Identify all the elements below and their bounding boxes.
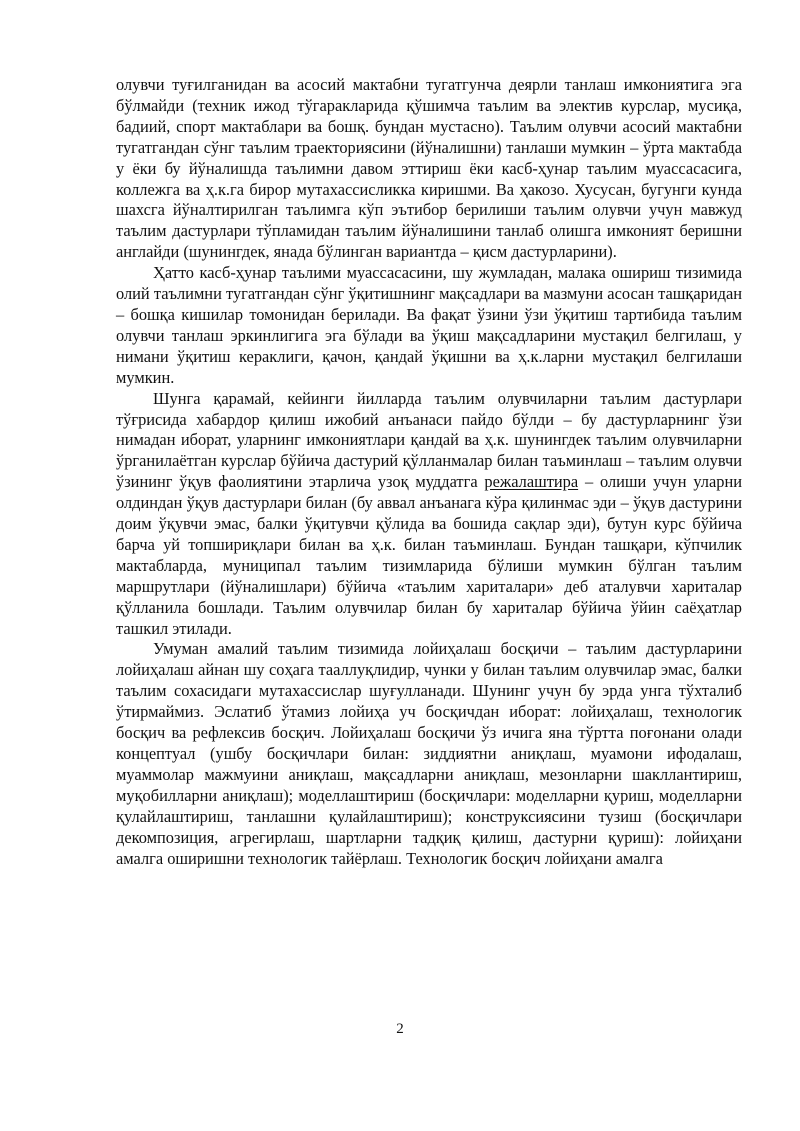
- paragraph-1: олувчи туғилганидан ва асосий мактабни тугатгунча деярли танлаш имкониятига эга бўлмайди (техник ижод тўгаракларида қўшимча таълим ва электив курслар, мусиқа, бадиий, спорт мактаблари ва бошқ. бундан мустасно). Таълим олувчи асосий мактабни тугатгандан сўнг таълим траекториясини (йўналишни) танлаши мумкин – ўрта мактабда у ёки бу йўналишда таълимни давом эттириш ёки касб-ҳунар таълим муассасасига, коллежга ва ҳ.к.га бирор мутахассисликка киришми. Ва ҳакозо. Хусусан, бугунги кунда шахсга йўналтирилган таълимга кўп эътибор берилиши таълим олувчи учун мавжуд таълим дастурлари тўпламидан таълим йўналишини танлаб олишга имконият беришни англайди (шунингдек, янада бўлинган вариантда – қисм дастурларини).: [116, 75, 742, 262]
- paragraph-2: Ҳатто касб-ҳунар таълими муассасасини, шу жумладан, малака ошириш тизимида олий таълимни тугатгандан сўнг ўқитишнинг мақсадлари ва мазмуни асосан ташқаридан – бошқа кишилар томонидан берилади. Ва фақат ўзини ўзи ўқитиш тартибида таълим олувчи танлаш эркинлигига эга бўлади ва ўқиш мақсадларини мустақил белгилаш, у нимани ўқитиш кераклиги, қачон, қандай ўқишни ва ҳ.к.ларни мустақил белгилаши мумкин.: [116, 263, 742, 387]
- paragraph-3-before: Шунга қарамай, кейинги йилларда таълим олувчиларни таълим дастурлари тўғрисида хабардор қилиш ижобий анъанаси пайдо бўлди – бу дастурларнинг ўзи нимадан иборат, уларнинг имкониятлари қандай ва ҳ.к. шунингдек таълим олувчиларни ўрганилаётган курслар бўйича дастурий қўлланмалар билан таъминлаш – таълим олувчи ўзининг ўқув фаолиятини этарлича узоқ муддатга: [116, 388, 742, 492]
- paragraph-3-after: – олиши учун уларни олдиндан ўқув дастурлари билан (бу аввал анъанага кўра қилинмас эди – ўқув дастурини доим ўқувчи эмас, балки ўқитувчи қўлида ва бошида сақлар эди), бутун курс бўйича барча уй топшириқлари билан ва ҳ.к. билан таъминлаш. Бундан ташқари, кўпчилик мактабларда, муниципал таълим тизимларида бўлиши мумкин бўлган таълим маршрутлари (йўналишлари) бўйича «таълим хариталари» деб аталувчи хариталар қўлланила бошлади. Таълим олувчилар билан бу хариталар бўйича ўйин саёҳатлар ташкил этилади.: [116, 472, 743, 638]
- paragraph-3: [116, 389, 742, 640]
- underlined-word: режалаштира: [484, 472, 579, 492]
- body-text: [116, 75, 742, 869]
- page-number: 2: [396, 1021, 404, 1037]
- paragraph-4: Умуман амалий таълим тизимида лойиҳалаш босқичи – таълим дастурларини лойиҳалаш айнан шу соҳага тааллуқлидир, чунки у билан таълим олувчилар эмас, балки таълим сохасидаги мутахассислар шуғулланади. Шунинг учун бу эрда унга тўхталиб ўтирмаймиз. Эслатиб ўтамиз лойиҳа уч босқичдан иборат: лойиҳалаш, технологик босқич ва рефлексив босқич. Лойиҳалаш босқичи ўз ичига яна тўртта поғонани олади концептуал (ушбу босқичлари билан: зиддиятни аниқлаш, муамони ифодалаш, муаммолар мажмуини аниқлаш, мақсадларни аниқлаш, мезонларни шакллантириш, муқобилларни аниқлаш); моделлаштириш (босқичлари: моделларни қуриш, моделларни қулайлаштириш, танлашни қулайлаштириш); конструксиясини тузиш (босқичлари декомпозиция, агрегирлаш, шартларни тадқиқ қилиш, дастурни қуриш): лойиҳани амалга оширишни технологик тайёрлаш. Технологик босқич лойиҳани амалга: [116, 639, 742, 868]
